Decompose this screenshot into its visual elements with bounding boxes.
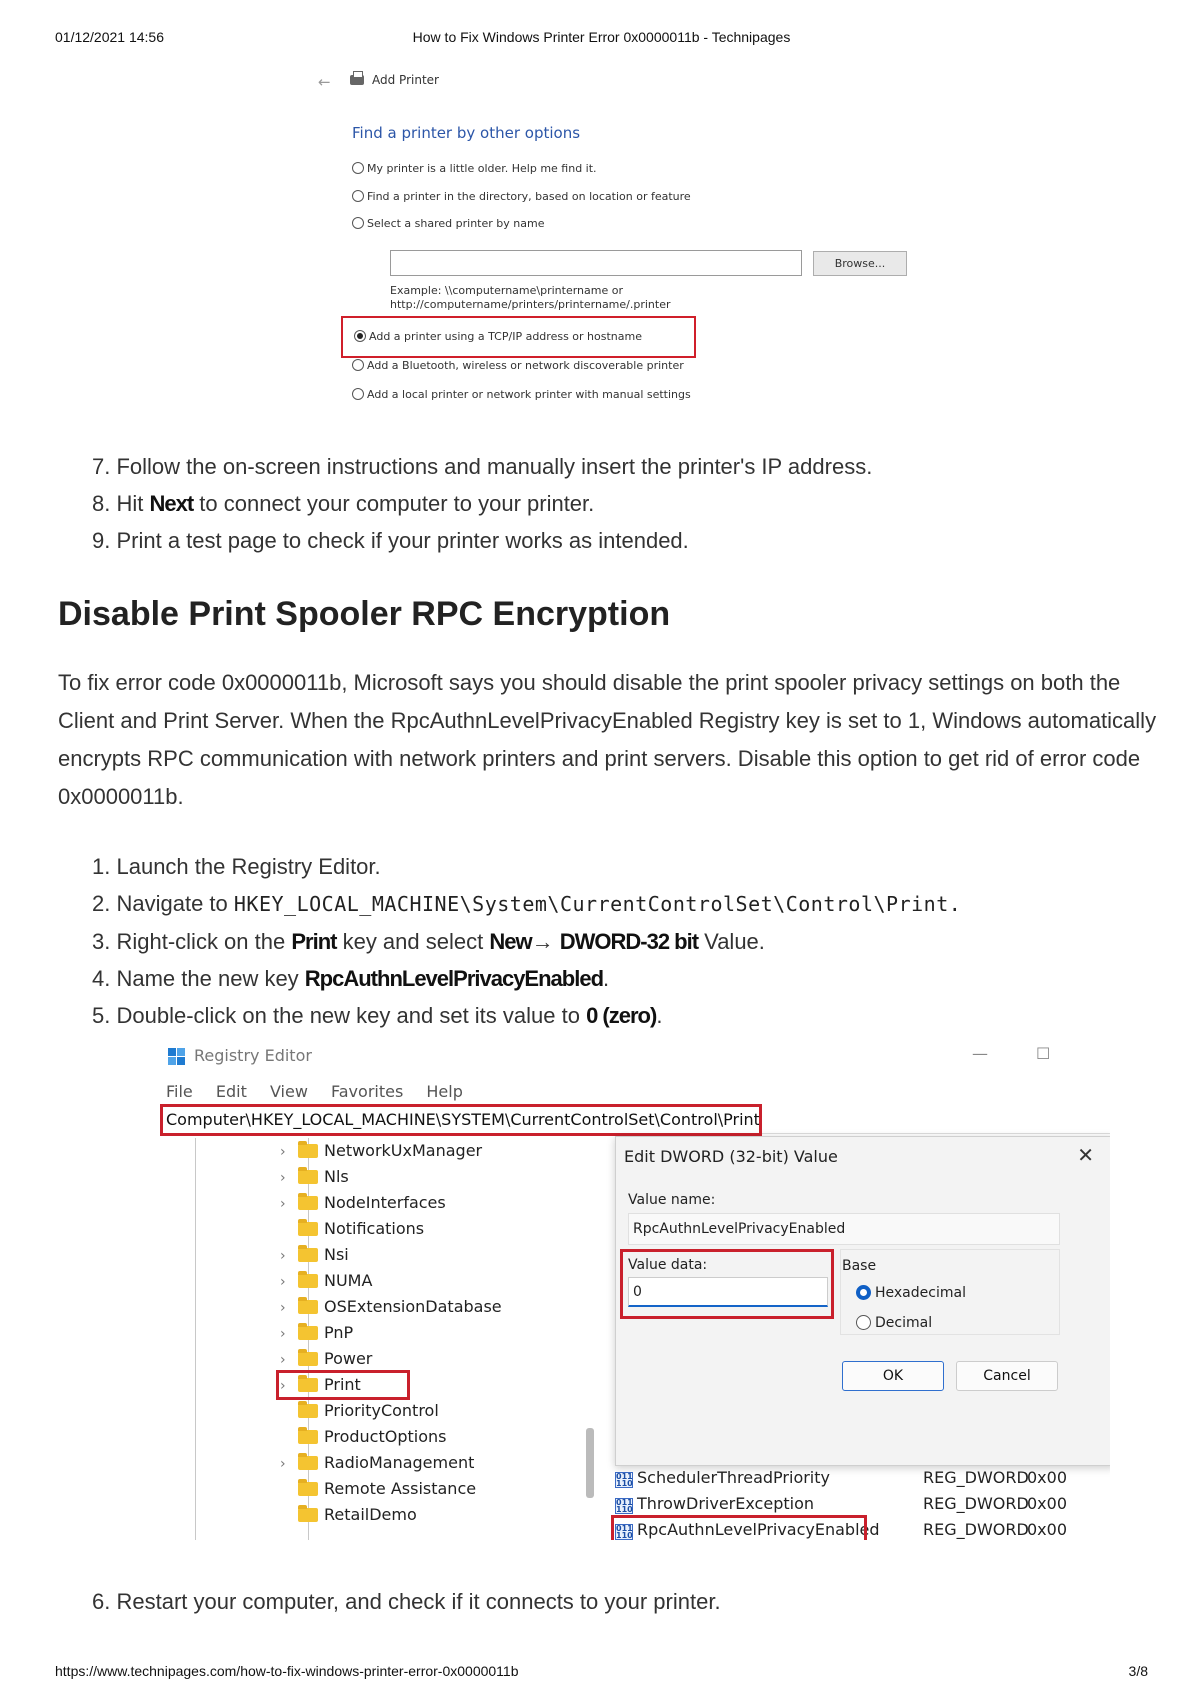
chevron-right-icon: › [280, 1144, 286, 1160]
registry-values-list [615, 1465, 1110, 1540]
table-row[interactable]: 011 110 SchedulerThreadPriority REG_DWORD 0x00 [616, 1468, 1068, 1488]
print-datetime: 01/12/2021 14:56 [55, 29, 164, 45]
list-item: 6. Restart your computer, and check if it connects to your printer. [92, 1589, 721, 1614]
value-name-label: Value name: [628, 1192, 716, 1208]
tree-item[interactable]: › NodeInterfaces [280, 1190, 446, 1216]
page-url: https://www.technipages.com/how-to-fix-windows-printer-error-0x0000011b [55, 1663, 519, 1679]
folder-icon [298, 1456, 318, 1470]
chevron-right-icon: › [280, 1456, 286, 1472]
tree-item[interactable]: ProductOptions [280, 1424, 446, 1450]
page-number: 3/8 [1128, 1663, 1148, 1679]
option-older-printer[interactable]: My printer is a little older. Help me find it. [352, 162, 597, 175]
tree-item[interactable]: › NetworkUxManager [280, 1138, 482, 1164]
dword-value-icon: 011 110 [616, 1524, 633, 1540]
menu-favorites[interactable]: Favorites [331, 1082, 404, 1101]
chevron-right-icon: › [280, 1274, 286, 1290]
menu-edit[interactable]: Edit [215, 1082, 247, 1101]
folder-icon [298, 1326, 318, 1340]
radio-icon[interactable] [352, 359, 364, 371]
steps-list-top [92, 448, 872, 559]
add-printer-window-title: Add Printer [372, 73, 439, 87]
list-item: 5. Double-click on the new key and set its value to 0 (zero). [92, 1003, 663, 1028]
cancel-button[interactable]: Cancel [956, 1361, 1058, 1391]
tree-item[interactable]: › Nsi [280, 1242, 349, 1268]
radio-selected-icon [856, 1285, 871, 1300]
list-item: 3. Right-click on the Print key and select New→ DWORD-32 bit Value. [92, 929, 765, 954]
print-footer [55, 1663, 1148, 1683]
chevron-right-icon: › [280, 1378, 286, 1394]
radio-icon[interactable] [352, 162, 364, 174]
tree-item[interactable]: › RadioManagement [280, 1450, 474, 1476]
steps-list-registry [92, 848, 961, 1034]
section-title: Disable Print Spooler RPC Encryption [58, 595, 671, 633]
tree-item[interactable]: › NUMA [280, 1268, 372, 1294]
folder-icon [298, 1352, 318, 1366]
list-item: 2. Navigate to HKEY_LOCAL_MACHINE\System\CurrentControlSet\Control\Print. [92, 891, 962, 916]
dword-value-icon: 011 110 [616, 1472, 633, 1488]
list-item: 1. Launch the Registry Editor. [92, 854, 381, 879]
menu-help[interactable]: Help [426, 1082, 463, 1101]
edit-dword-dialog [615, 1136, 1110, 1466]
decimal-radio[interactable]: Decimal [856, 1315, 932, 1331]
dialog-title: Edit DWORD (32-bit) Value [624, 1147, 838, 1166]
tree-item[interactable]: › Nls [280, 1164, 349, 1190]
chevron-right-icon: › [280, 1352, 286, 1368]
folder-icon [298, 1196, 318, 1210]
folder-icon [298, 1144, 318, 1158]
list-item: 9. Print a test page to check if your printer works as intended. [92, 528, 689, 553]
chevron-right-icon: › [280, 1326, 286, 1342]
radio-icon[interactable] [352, 217, 364, 229]
tree-item[interactable]: › PnP [280, 1320, 353, 1346]
folder-icon [298, 1508, 318, 1522]
option-local-printer[interactable]: Add a local printer or network printer with manual settings [352, 388, 691, 401]
chevron-right-icon: › [280, 1248, 286, 1264]
print-page-title: How to Fix Windows Printer Error 0x0000011b - Technipages [412, 29, 791, 45]
tree-item[interactable]: RetailDemo [280, 1502, 417, 1528]
list-item: 4. Name the new key RpcAuthnLevelPrivacyEnabled. [92, 966, 610, 991]
new-key-highlight-box [611, 1515, 867, 1540]
chevron-right-icon: › [280, 1300, 286, 1316]
menu-view[interactable]: View [269, 1082, 308, 1101]
folder-icon [298, 1404, 318, 1418]
back-arrow-icon[interactable]: ← [318, 73, 331, 91]
browse-button[interactable]: Browse... [813, 251, 907, 276]
registry-path-code: HKEY_LOCAL_MACHINE\System\CurrentControlSet\Control\Print. [233, 892, 962, 916]
minimize-icon[interactable]: — [972, 1044, 988, 1063]
value-data-label: Value data: [628, 1257, 708, 1273]
intro-paragraph: To fix error code 0x0000011b, Microsoft says you should disable the print spooler privacy settings on both the Client and Print Server. When the RpcAuthnLevelPrivacyEnabled Registry key is set to 1, Windows automatically encrypts RPC communication with network printers and print servers. Disable this option to get rid of error code 0x0000011b. [58, 670, 1157, 809]
shared-printer-input[interactable] [390, 250, 802, 276]
chevron-right-icon: › [280, 1196, 286, 1212]
tree-item[interactable]: Notifications [280, 1216, 424, 1242]
tree-item-print[interactable]: › Print [280, 1372, 361, 1398]
folder-icon [298, 1274, 318, 1288]
dword-value-icon: 011 110 [616, 1498, 633, 1514]
tree-item[interactable]: PriorityControl [280, 1398, 439, 1424]
option-directory[interactable]: Find a printer in the directory, based on location or feature [352, 190, 691, 203]
registry-editor-title: Registry Editor [194, 1046, 312, 1065]
table-row-rpcauthn[interactable]: 011 110 RpcAuthnLevelPrivacyEnabled REG_DWORD 0x00 [616, 1520, 1068, 1540]
ok-button[interactable]: OK [842, 1361, 944, 1391]
tree-scrollbar[interactable] [586, 1428, 594, 1498]
tree-item[interactable]: › Power [280, 1346, 372, 1372]
folder-icon [298, 1170, 318, 1184]
menu-bar [166, 1082, 481, 1101]
tree-guide-line [195, 1138, 196, 1540]
print-key-highlight-box [276, 1370, 410, 1400]
tree-item[interactable]: › OSExtensionDatabase [280, 1294, 502, 1320]
option-bluetooth[interactable]: Add a Bluetooth, wireless or network discoverable printer [352, 359, 684, 372]
value-data-input[interactable]: 0 [628, 1277, 828, 1307]
radio-icon[interactable] [352, 388, 364, 400]
menu-file[interactable]: File [166, 1082, 193, 1101]
registry-editor-screenshot [160, 1040, 1110, 1540]
folder-icon [298, 1482, 318, 1496]
table-row[interactable]: 011 110 ThrowDriverException REG_DWORD 0x00 [616, 1494, 1068, 1514]
address-highlight-box [160, 1104, 762, 1136]
folder-icon [298, 1430, 318, 1444]
print-header [55, 29, 1148, 49]
radio-icon[interactable] [352, 190, 364, 202]
folder-icon [298, 1300, 318, 1314]
value-data-highlight-box [620, 1249, 834, 1319]
option-shared-printer[interactable]: Select a shared printer by name [352, 217, 544, 230]
tcpip-highlight-box [341, 316, 696, 358]
chevron-right-icon: › [280, 1170, 286, 1186]
close-icon[interactable]: ✕ [1077, 1143, 1094, 1167]
find-printer-heading: Find a printer by other options [352, 124, 581, 142]
tree-item[interactable]: Remote Assistance [280, 1476, 476, 1502]
maximize-icon[interactable]: ☐ [1036, 1044, 1051, 1063]
address-bar[interactable]: Computer\HKEY_LOCAL_MACHINE\SYSTEM\CurrentControlSet\Control\Print [162, 1106, 1110, 1134]
radio-icon [856, 1315, 871, 1330]
base-label: Base [842, 1258, 877, 1274]
folder-icon [298, 1222, 318, 1236]
folder-icon [298, 1248, 318, 1262]
value-name-field: RpcAuthnLevelPrivacyEnabled [628, 1213, 1060, 1245]
add-printer-screenshot [318, 66, 886, 406]
registry-tree [160, 1138, 600, 1540]
printer-icon [350, 75, 364, 85]
list-item: 8. Hit Next to connect your computer to your printer. [92, 491, 595, 516]
hexadecimal-radio[interactable]: Hexadecimal [856, 1285, 966, 1301]
list-item: 7. Follow the on-screen instructions and manually insert the printer's IP address. [92, 454, 873, 479]
option-tcpip[interactable]: Add a printer using a TCP/IP address or hostname [354, 330, 642, 343]
registry-editor-icon [168, 1048, 186, 1066]
example-text: Example: \\computername\printername or http://computername/printers/printername/.printer [390, 284, 671, 311]
